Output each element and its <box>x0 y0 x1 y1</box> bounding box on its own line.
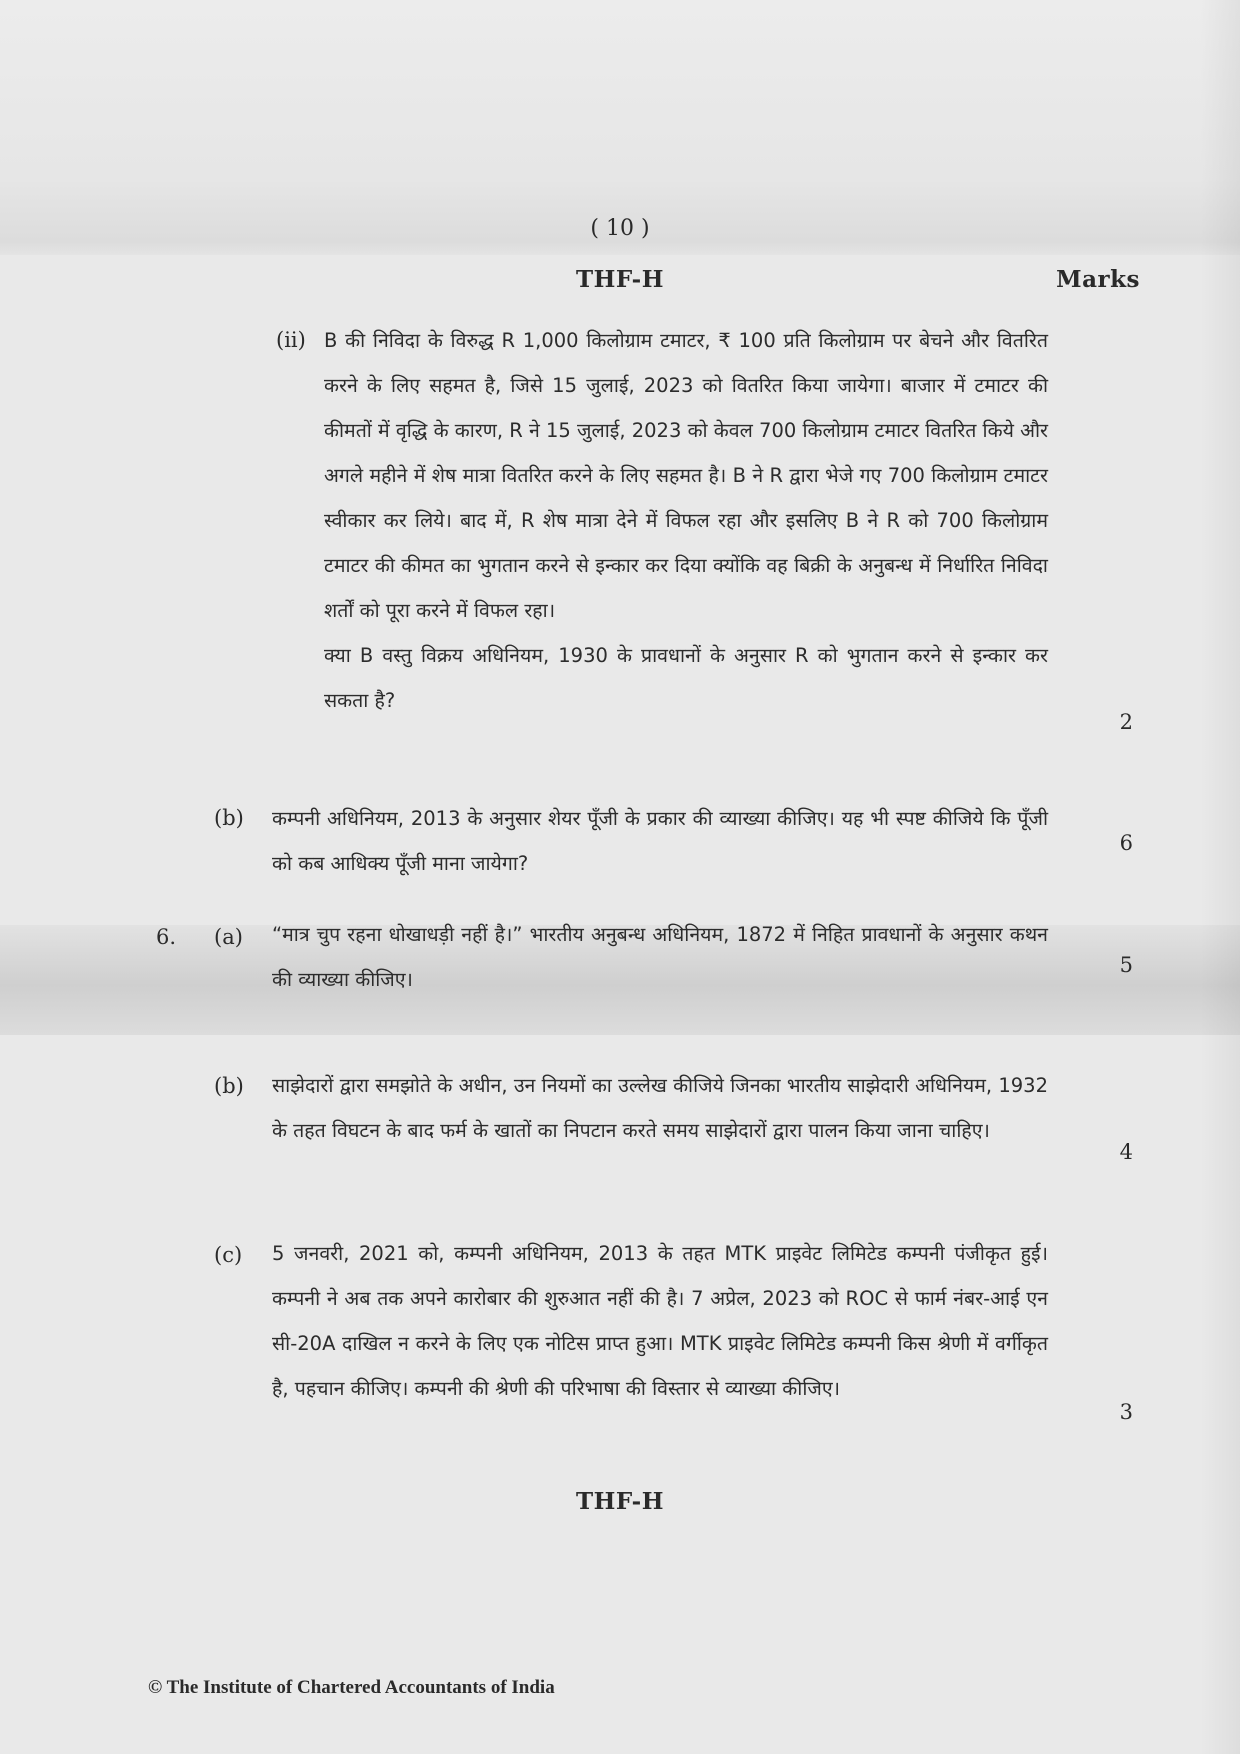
part-label-6c: (c) <box>214 1243 243 1267</box>
part-label-6b: (b) <box>214 1074 244 1098</box>
part-label-6a: (a) <box>214 925 243 949</box>
marks-6b: 4 <box>1119 1140 1133 1164</box>
paper-code-footer: THF-H <box>576 1488 664 1515</box>
question-6c-text: 5 जनवरी, 2021 को, कम्पनी अधिनियम, 2013 के तहत MTK प्राइवेट लिमिटेड कम्पनी पंजीकृत हुई। कम्पनी ने अब तक अपने कारोबार की शुरुआत नहीं की है। 7 अप्रेल, 2023 को ROC से फार्म नंबर-आई एन सी-20A दाखिल न करने के लिए एक नोटिस प्राप्त हुआ। MTK प्राइवेट लिमिटेड कम्पनी किस श्रेणी में वर्गीकृत है, पहचान कीजिए। कम्पनी की श्रेणी की परिभाषा की विस्तार से व्याख्या कीजिए। <box>272 1242 1048 1400</box>
marks-6c: 3 <box>1119 1400 1133 1424</box>
question-5a-ii-question: क्या B वस्तु विक्रय अधिनियम, 1930 के प्रावधानों के अनुसार R को भुगतान करने से इन्कार कर सकता है? <box>324 644 1048 712</box>
question-5a-ii-body: B की निविदा के विरुद्ध R 1,000 किलोग्राम टमाटर, ₹ 100 प्रति किलोग्राम पर बेचने और वितरित करने के लिए सहमत है, जिसे 15 जुलाई, 2023 को वितरित किया जायेगा। बाजार में टमाटर की कीमतों में वृद्धि के कारण, R ने 15 जुलाई, 2023 को केवल 700 किलोग्राम टमाटर वितरित किये और अगले महीने में शेष मात्रा वितरित करने के लिए सहमत है। B ने R द्वारा भेजे गए 700 किलोग्राम टमाटर स्वीकार कर लिये। बाद में, R शेष मात्रा देने में विफल रहा और इसलिए B ने R को 700 किलोग्राम टमाटर की कीमत का भुगतान करने से इन्कार कर दिया क्योंकि वह बिक्री के अनुबन्ध में निर्धारित निविदा शर्तों को पूरा करने में विफल रहा। <box>324 329 1049 622</box>
part-label-5b: (b) <box>214 806 244 830</box>
question-6a-text: “मात्र चुप रहना धोखाधड़ी नहीं है।” भारतीय अनुबन्ध अधिनियम, 1872 में निहित प्रावधानों के अनुसार कथन की व्याख्या कीजिए। <box>272 923 1048 991</box>
page-number: ( 10 ) <box>590 216 650 241</box>
question-number-6: 6. <box>156 925 177 949</box>
question-6b-text: साझेदारों द्वारा समझोते के अधीन, उन नियमों का उल्लेख कीजिये जिनका भारतीय साझेदारी अधिनियम, 1932 के तहत विघटन के बाद फर्म के खातों का निपटान करते समय साझेदारों द्वारा पालन किया जाना चाहिए। <box>272 1074 1048 1142</box>
marks-6a: 5 <box>1119 953 1133 977</box>
question-5b-text: कम्पनी अधिनियम, 2013 के अनुसार शेयर पूँजी के प्रकार की व्याख्या कीजिए। यह भी स्पष्ट कीजिये कि पूँजी को कब आधिक्य पूँजी माना जायेगा? <box>272 807 1048 875</box>
marks-5b: 6 <box>1119 831 1133 855</box>
copyright-notice: © The Institute of Chartered Accountants of India <box>148 1677 555 1698</box>
paper-code-header: THF-H <box>576 266 664 293</box>
marks-column-heading: Marks <box>1056 266 1140 293</box>
subpart-label-ii: (ii) <box>276 328 306 352</box>
question-5a-ii-text <box>324 318 1048 723</box>
marks-5a-ii: 2 <box>1119 710 1133 734</box>
